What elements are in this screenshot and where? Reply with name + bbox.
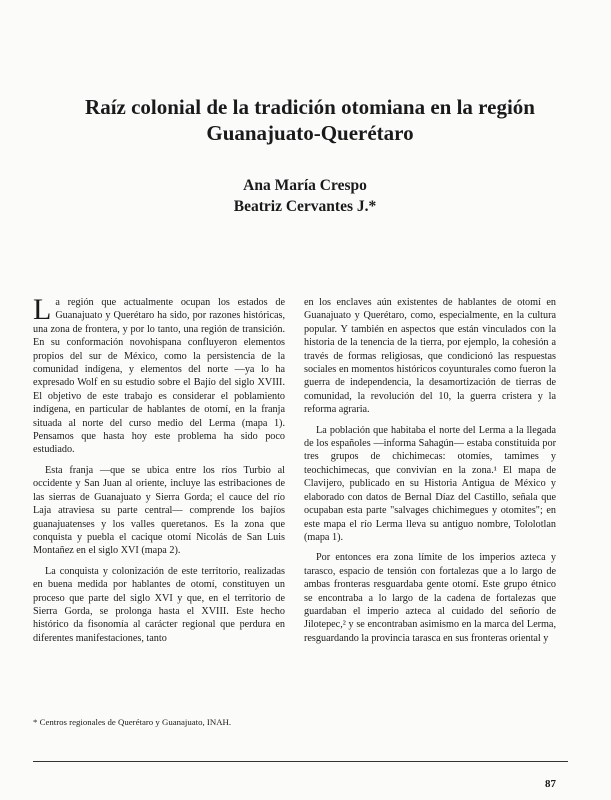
title-line-1: Raíz colonial de la tradición otomiana en la región xyxy=(85,95,535,119)
article-title xyxy=(50,94,570,146)
paragraph: Esta franja —que se ubica entre los ríos Turbio al occidente y San Juan al oriente, incluye las estribaciones de las sierras de Guanajuato y Sierra Gorda; el cauce del río Laja atraviesa su parte central— comprende los bajíos guanajuatenses y los valles queretanos. Es la zona que conquista y puebla el cacique otomí Nicolás de San Luis Montañez en el siglo XVI (mapa 2). xyxy=(33,464,285,557)
title-line-2: Guanajuato-Querétaro xyxy=(206,121,414,145)
paragraph: en los enclaves aún existentes de hablantes de otomí en Guanajuato y Querétaro, como, especialmente, en la cultura popular. Y también en aspectos que están vinculados con la historia de la tenencia de la tierra, por ejemplo, la cohesión a través de formas religiosas, que condicionó las respuestas sociales en momentos históricos coyunturales como fueron la guerra de independencia, la desamortización de tierras de comunidad, la revolución del 10, la guerra cristera y la reforma agraria. xyxy=(304,297,556,416)
paragraph: La población que habitaba el norte del Lerma a la llegada de los españoles —informa Sahagún— estaba constituida por tres grupos de chichimecas: otomíes, tamimes y teochichimecas, que convivían en la zona.¹ El mapa de Clavijero, publicado en su Historia Antigua de México y elaborado con datos de Bernal Díaz del Castillo, señala que ocupaban esta parte "salvages chichimegues y otomites"; en este mapa el río Lerma lleva su antiguo nombre, Tololotlan (mapa 1). xyxy=(304,424,556,543)
drop-cap: L xyxy=(33,293,52,326)
author-name: Beatriz Cervantes J.* xyxy=(233,198,377,215)
footer-rule xyxy=(33,761,568,762)
page-number: 87 xyxy=(545,778,556,790)
paragraph: Por entonces era zona límite de los imperios azteca y tarasco, espacio de tensión con fortalezas que a lo largo de ambas fronteras resguardaba gente otomí. Este grupo étnico se encontraba a lo largo de la cadena de fortalezas que guardaban el imperio azteca al cuidado del señorío de Jilotepec,² y se encontraban asimismo en la marca del Lerma, resguardando la provincia tarasca en sus fronteras oriental y xyxy=(304,552,556,644)
right-column xyxy=(304,296,556,652)
author-name: Ana María Crespo xyxy=(243,177,367,194)
paragraph xyxy=(33,293,285,457)
author-list xyxy=(150,175,460,217)
paragraph-text: a región que actualmente ocupan los estados de Guanajuato y Querétaro ha sido, por razones históricas, una zona de frontera, y por lo tanto, una región de transición. En su conformación novohispana confluyeron elementos propios del sur de México, como la persistencia de la comunidad indígena, y elementos del norte —ya lo ha expresado Wolf en su estudio sobre el Bajío del siglo XVIII. El objetivo de este trabajo es considerar el poblamiento indígena, en particular de hablantes de otomí, en la franja situada al norte del curso medio del Lerma (mapa 1). Pensamos que hasta hoy este problema ha sido poco estudiado. xyxy=(33,297,285,456)
paragraph: La conquista y colonización de este territorio, realizadas en buena medida por hablantes de otomí, constituyen un proceso que parte del siglo XVI y que, en el territorio de Sierra Gorda, se prolonga hasta el XVIII. Este hecho histórico da fisonomía al carácter regional que perdura en diferentes manifestaciones, tanto xyxy=(33,565,285,644)
left-column xyxy=(33,293,285,652)
footnote: * Centros regionales de Querétaro y Guanajuato, INAH. xyxy=(33,717,232,727)
